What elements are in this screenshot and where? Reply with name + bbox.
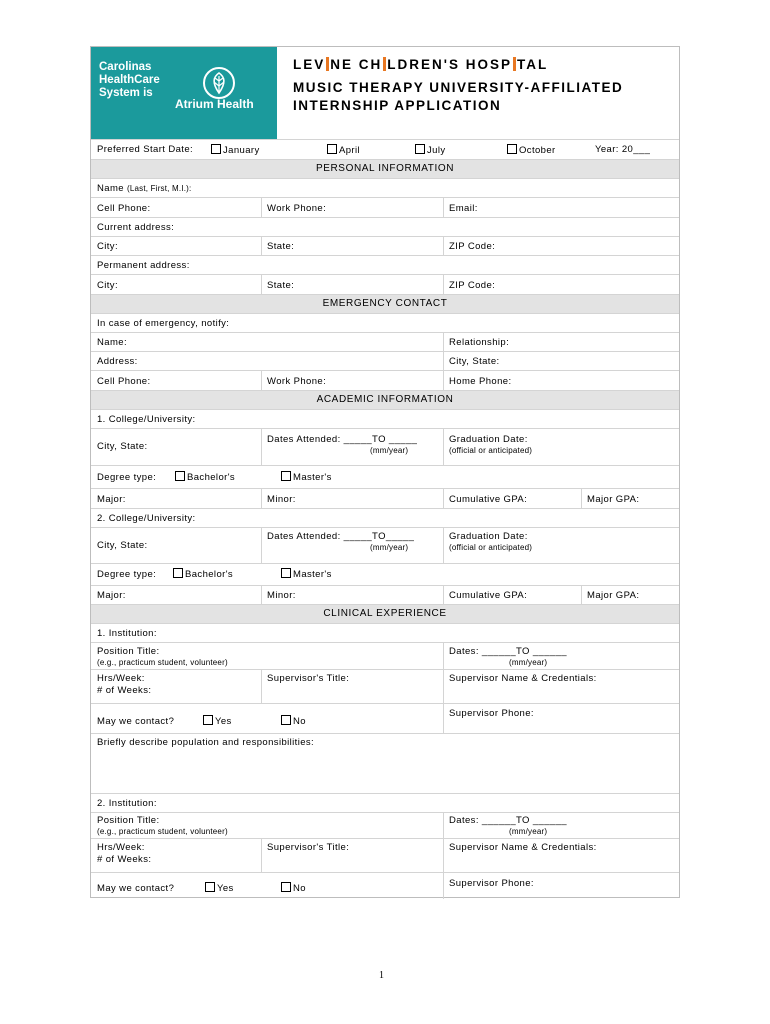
april-option[interactable]: April (327, 144, 360, 156)
email-field[interactable]: Email: (449, 203, 478, 214)
supervisor-phone-field[interactable]: Supervisor Phone: (449, 708, 534, 719)
city-state-field[interactable]: City, State: (97, 540, 148, 551)
logo-brand: Atrium Health (175, 97, 254, 111)
major-gpa-field[interactable]: Major GPA: (587, 494, 640, 505)
cell-phone-field[interactable]: Cell Phone: (97, 203, 151, 214)
graduation-date-field[interactable]: Graduation Date: (449, 434, 528, 445)
contact-2-row: May we contact? Yes No Supervisor Phone: (91, 872, 679, 898)
hours-weeks-field[interactable]: Hrs/Week: # of Weeks: (97, 673, 152, 696)
checkbox-icon (281, 715, 291, 725)
checkbox-icon (173, 568, 183, 578)
state-field[interactable]: State: (267, 280, 295, 291)
permanent-city-row (91, 274, 679, 294)
contact-yes-option[interactable]: Yes (205, 882, 234, 894)
start-date-row: Preferred Start Date: January April July October Year: 20___ (91, 139, 679, 159)
logo (91, 47, 277, 139)
zip-field[interactable]: ZIP Code: (449, 280, 496, 291)
position-2-row: Position Title: (e.g., practicum student, volunteer) Dates: ______TO ______ (mm/year) (91, 812, 679, 838)
hospital-title: LEV NE CH LDREN'S HOSP TAL (293, 57, 549, 72)
january-option[interactable]: January (211, 144, 260, 156)
institution-2-row[interactable]: 2. Institution: (91, 793, 679, 812)
major-field[interactable]: Major: (97, 590, 126, 601)
relationship-field[interactable]: Relationship: (449, 337, 510, 348)
college-2-row[interactable]: 2. College/University: (91, 508, 679, 527)
major-2-row (91, 585, 679, 604)
page-number: 1 (379, 970, 384, 981)
degree-2-row: Degree type: Bachelor's Master's (91, 563, 679, 585)
state-field[interactable]: State: (267, 241, 295, 252)
personal-heading: PERSONAL INFORMATION (91, 159, 679, 178)
current-address-row[interactable]: Current address: (91, 217, 679, 236)
logo-line-3: System is (99, 87, 153, 99)
academic-heading: ACADEMIC INFORMATION (91, 390, 679, 409)
notify-row: In case of emergency, notify: (91, 313, 679, 332)
zip-field[interactable]: ZIP Code: (449, 241, 496, 252)
emergency-home-field[interactable]: Home Phone: (449, 376, 512, 387)
checkbox-icon (211, 144, 221, 154)
emergency-city-state-field[interactable]: City, State: (449, 356, 500, 367)
checkbox-icon (281, 568, 291, 578)
major-field[interactable]: Major: (97, 494, 126, 505)
emergency-address-row (91, 351, 679, 370)
emergency-address-field[interactable]: Address: (97, 356, 138, 367)
year-field[interactable]: Year: 20___ (595, 144, 651, 155)
checkbox-icon (281, 471, 291, 481)
masters-option[interactable]: Master's (281, 568, 332, 580)
city-state-field[interactable]: City, State: (97, 441, 148, 452)
position-1-row: Position Title: (e.g., practicum student, volunteer) Dates: ______TO ______ (mm/year) (91, 642, 679, 669)
position-title-field[interactable]: Position Title: (97, 646, 160, 657)
work-phone-field[interactable]: Work Phone: (267, 203, 327, 214)
program-title: MUSIC THERAPY UNIVERSITY-AFFILIATED INTERNSHIP APPLICATION (293, 80, 624, 113)
degree-1-row: Degree type: Bachelor's Master's (91, 465, 679, 488)
contact-1-row: May we contact? Yes No Supervisor Phone: (91, 703, 679, 733)
contact-no-option[interactable]: No (281, 882, 306, 894)
hours-1-row (91, 669, 679, 703)
emergency-name-row (91, 332, 679, 351)
institution-1-row[interactable]: 1. Institution: (91, 623, 679, 642)
phone-row (91, 197, 679, 217)
minor-field[interactable]: Minor: (267, 590, 296, 601)
college-1-row[interactable]: 1. College/University: (91, 409, 679, 428)
tree-icon (203, 67, 235, 99)
hours-weeks-field[interactable]: Hrs/Week: # of Weeks: (97, 842, 152, 865)
emergency-cell-field[interactable]: Cell Phone: (97, 376, 151, 387)
application-form (90, 46, 680, 898)
checkbox-icon (205, 882, 215, 892)
supervisor-title-field[interactable]: Supervisor's Title: (267, 673, 350, 684)
cumulative-gpa-field[interactable]: Cumulative GPA: (449, 494, 528, 505)
city-field[interactable]: City: (97, 241, 118, 252)
bachelors-option[interactable]: Bachelor's (173, 568, 233, 580)
supervisor-name-field[interactable]: Supervisor Name & Credentials: (449, 673, 597, 684)
dates-field[interactable]: Dates: ______TO ______ (449, 646, 567, 657)
cumulative-gpa-field[interactable]: Cumulative GPA: (449, 590, 528, 601)
form-header (91, 47, 679, 139)
city-field[interactable]: City: (97, 280, 118, 291)
emergency-phone-row (91, 370, 679, 390)
supervisor-title-field[interactable]: Supervisor's Title: (267, 842, 350, 853)
masters-option[interactable]: Master's (281, 471, 332, 483)
checkbox-icon (327, 144, 337, 154)
college-1-details-row: City, State: Dates Attended: _____TO _____ (mm/year) Graduation Date: (official or anticipated) (91, 428, 679, 465)
bachelors-option[interactable]: Bachelor's (175, 471, 235, 483)
major-gpa-field[interactable]: Major GPA: (587, 590, 640, 601)
position-title-field[interactable]: Position Title: (97, 815, 160, 826)
current-city-row (91, 236, 679, 255)
dates-field[interactable]: Dates: ______TO ______ (449, 815, 567, 826)
checkbox-icon (281, 882, 291, 892)
dates-attended-field[interactable]: Dates Attended: _____TO _____ (267, 434, 418, 445)
supervisor-name-field[interactable]: Supervisor Name & Credentials: (449, 842, 597, 853)
permanent-address-row[interactable]: Permanent address: (91, 255, 679, 274)
checkbox-icon (175, 471, 185, 481)
graduation-date-field[interactable]: Graduation Date: (449, 531, 528, 542)
emergency-work-field[interactable]: Work Phone: (267, 376, 327, 387)
october-option[interactable]: October (507, 144, 556, 156)
minor-field[interactable]: Minor: (267, 494, 296, 505)
name-row[interactable]: Name (Last, First, M.I.): (91, 178, 679, 197)
college-2-details-row: City, State: Dates Attended: _____TO_____ (mm/year) Graduation Date: (official or anticipated) (91, 527, 679, 563)
clinical-heading: CLINICAL EXPERIENCE (91, 604, 679, 623)
contact-yes-option[interactable]: Yes (203, 715, 232, 727)
contact-no-option[interactable]: No (281, 715, 306, 727)
description-1-row[interactable]: Briefly describe population and responsibilities: (91, 733, 679, 793)
dates-attended-field[interactable]: Dates Attended: _____TO_____ (267, 531, 415, 542)
checkbox-icon (203, 715, 213, 725)
emergency-heading: EMERGENCY CONTACT (91, 294, 679, 313)
emergency-name-field[interactable]: Name: (97, 337, 127, 348)
hours-2-row (91, 838, 679, 872)
checkbox-icon (507, 144, 517, 154)
checkbox-icon (415, 144, 425, 154)
supervisor-phone-field[interactable]: Supervisor Phone: (449, 878, 534, 889)
major-1-row (91, 488, 679, 508)
logo-line-2: HealthCare (99, 74, 160, 86)
logo-line-1: Carolinas (99, 61, 152, 73)
july-option[interactable]: July (415, 144, 446, 156)
